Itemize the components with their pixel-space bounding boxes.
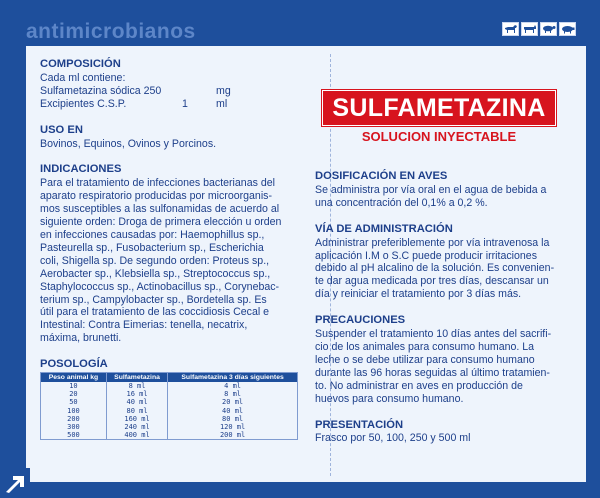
- table-cell: 8 ml: [106, 382, 167, 390]
- dosificacion-title: DOSIFICACIÓN EN AVES: [315, 170, 448, 182]
- precauciones-text: Suspender el tratamiento 10 días antes del sacrifi- cio de los animales para consumo humano. La leche o se debe utilizar para consumo humano durante las 96 horas seguidas al último tratamien- to. No administrar en aves en producción de huevos para consumo humano.: [315, 328, 552, 405]
- pig-icon: [559, 22, 576, 36]
- table-cell: 500: [67, 431, 80, 440]
- via-title: VÍA DE ADMINISTRACIÓN: [315, 222, 453, 235]
- dosificacion-text: Se administra por vía oral en el agua de bebida a una concentración del 0,1% a 0,2 %.: [315, 183, 547, 209]
- table-cell: 80 ml: [168, 415, 298, 423]
- table-row: [41, 390, 298, 398]
- table-cell: 300: [67, 423, 80, 432]
- table-cell: 160 ml: [106, 415, 167, 423]
- horse-icon: [502, 22, 519, 36]
- product-sheet: [26, 46, 586, 482]
- table-cell: 50: [69, 398, 78, 407]
- table-header-row: Peso animal kg Sulfametazina Sulfametazina 3 días siguientes: [41, 373, 298, 383]
- table-row: [41, 415, 298, 423]
- precauciones-title: PRECAUCIONES: [315, 314, 406, 327]
- table-cell: 40 ml: [106, 398, 167, 406]
- table-cell: 80 ml: [106, 407, 167, 415]
- uso-title: USO EN: [40, 123, 83, 136]
- table-cell: 4 ml: [168, 382, 298, 390]
- product-name-banner: [322, 90, 556, 126]
- table-cell: 40 ml: [168, 407, 298, 415]
- sheep-icon: [540, 22, 557, 36]
- right-column: [315, 170, 573, 445]
- composicion-intro: Cada ml contiene:: [40, 71, 126, 84]
- product-subtitle: SOLUCION INYECTABLE: [361, 129, 517, 144]
- composicion-row: Excipientes C.S.P. 1 ml: [40, 97, 228, 110]
- table-cell: 20: [69, 390, 78, 399]
- product-name: SULFAMETAZINA: [332, 93, 546, 122]
- table-cell: 200: [67, 414, 80, 423]
- via-text: Administrar preferiblemente por vía intravenosa la aplicación I.M o S.C puede producir irritaciones debido al pH alcalino de la solución. Es convenien- te dar agua medicada por tres días, descansar un día y reiniciar el tratamiento por 3 días más.: [315, 236, 555, 301]
- table-cell: 20 ml: [168, 398, 298, 406]
- left-column: [40, 58, 322, 440]
- cow-icon: [521, 22, 538, 36]
- table-cell: 8 ml: [168, 390, 298, 398]
- presentacion-title: PRESENTACIÓN: [315, 418, 404, 431]
- table-row: [41, 423, 298, 431]
- table-cell: 200 ml: [168, 431, 298, 440]
- arrow-logo-icon: [0, 468, 30, 498]
- table-cell: 240 ml: [106, 423, 167, 431]
- table-cell: 16 ml: [106, 390, 167, 398]
- composicion-row: Sulfametazina sódica 250 mg: [40, 84, 231, 97]
- table-cell: 120 ml: [168, 423, 298, 431]
- table-row: [41, 431, 298, 440]
- table-cell: 100: [67, 406, 80, 415]
- indicaciones-text: Para el tratamiento de infecciones bacterianas del aparato respiratorio producidas por microorganis- mos susceptibles a las sulfonamidas de acuerdo al siguiente orden: Droga de primera elección u orden en infecciones causadas por: Haemophillus sp., Pasteurella sp., Fusobacterium sp., Escherichia coli, Shigella sp. De segundo orden: Proteus sp., Aerobacter sp., Klebsiella sp., Streptococcus sp., Staphylococcus sp., Actinobacillus sp., Corynebac- terium sp., Campylobacter sp., Bordetella sp. Es útil para el tratamiento de las coccidiosis Cecal e Intestinal: Contra Eimerias: tenella, necatrix, máxima, brunetti.: [40, 177, 282, 345]
- table-row: [41, 407, 298, 415]
- uso-text: Bovinos, Equinos, Ovinos y Porcinos.: [40, 137, 217, 150]
- posologia-title: POSOLOGÍA: [40, 358, 108, 371]
- section-title: antimicrobianos: [26, 20, 196, 43]
- indicaciones-title: INDICACIONES: [40, 163, 122, 176]
- species-icons: [502, 22, 576, 36]
- presentacion-text: Frasco por 50, 100, 250 y 500 ml: [315, 432, 471, 445]
- table-cell: 400 ml: [106, 431, 167, 440]
- composicion-title: COMPOSICIÓN: [40, 58, 121, 70]
- table-row: [41, 398, 298, 406]
- table-cell: 10: [69, 382, 78, 391]
- dosage-table: [40, 372, 298, 440]
- table-row: [41, 382, 298, 390]
